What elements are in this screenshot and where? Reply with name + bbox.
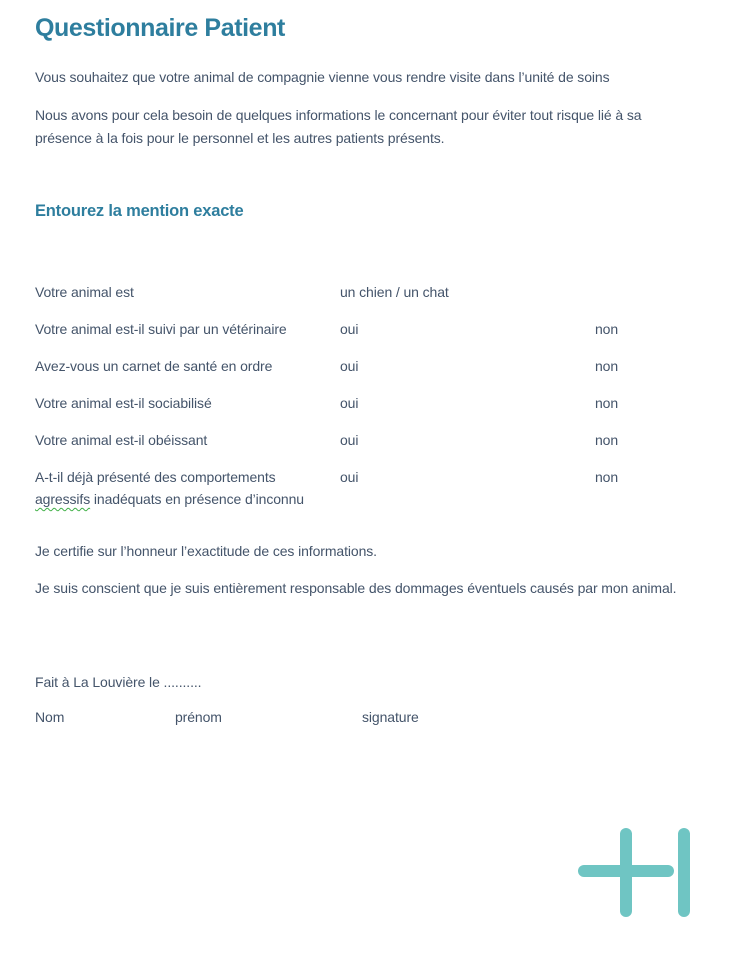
answer-option-oui: oui bbox=[340, 432, 359, 448]
answer-option-non: non bbox=[595, 432, 619, 448]
question-label-line1: A-t-il déjà présenté des comportements bbox=[35, 469, 276, 485]
answer-option-non: non bbox=[595, 321, 619, 337]
spellcheck-underlined-word: agressifs bbox=[35, 491, 91, 507]
question-row-obedient bbox=[35, 429, 715, 466]
signature-label-nom: Nom bbox=[35, 709, 65, 725]
certification-statement-1: Je certifie sur l’honneur l’exactitude de ces informations. bbox=[35, 543, 377, 559]
section-heading: Entourez la mention exacte bbox=[35, 202, 244, 220]
intro-paragraph-1: Vous souhaitez que votre animal de compagnie vienne vous rendre visite dans l’unité de soins bbox=[35, 69, 610, 85]
hospital-logo bbox=[570, 823, 700, 923]
question-label: Votre animal est-il obéissant bbox=[35, 432, 208, 448]
question-label bbox=[35, 466, 340, 510]
plus-bar-logo-icon bbox=[570, 823, 700, 923]
answer-option-oui: oui bbox=[340, 321, 359, 337]
questions-table bbox=[35, 281, 715, 510]
question-label-line2-rest: inadéquats en présence d’inconnu bbox=[90, 491, 304, 507]
answer-option-non: non bbox=[595, 395, 619, 411]
question-row-vet-followed bbox=[35, 318, 715, 355]
signature-row bbox=[35, 709, 715, 725]
question-row-socialized bbox=[35, 392, 715, 429]
question-row-health-record bbox=[35, 355, 715, 392]
question-row-animal-type bbox=[35, 281, 715, 318]
place-date-line: Fait à La Louvière le .......... bbox=[35, 674, 202, 690]
certification-statement-2: Je suis conscient que je suis entièrement responsable des dommages éventuels causés par mon animal. bbox=[35, 580, 677, 596]
answer-option-non: non bbox=[595, 358, 619, 374]
answer-option-oui: oui bbox=[340, 469, 359, 485]
question-row-aggressive-behavior bbox=[35, 466, 715, 510]
answer-option-1: un chien / un chat bbox=[340, 284, 449, 300]
signature-label-signature: signature bbox=[362, 709, 419, 725]
question-label: Votre animal est bbox=[35, 284, 134, 300]
page-title: Questionnaire Patient bbox=[35, 14, 285, 42]
answer-option-oui: oui bbox=[340, 358, 359, 374]
question-label: Votre animal est-il sociabilisé bbox=[35, 395, 212, 411]
question-label: Avez-vous un carnet de santé en ordre bbox=[35, 358, 273, 374]
intro-paragraph-2: Nous avons pour cela besoin de quelques informations le concernant pour éviter tout risque lié à sa présence à la fois pour le personnel et les autres patients présents. bbox=[35, 107, 642, 146]
answer-option-non: non bbox=[595, 469, 619, 485]
question-label: Votre animal est-il suivi par un vétérinaire bbox=[35, 321, 287, 337]
answer-option-oui: oui bbox=[340, 395, 359, 411]
signature-label-prenom: prénom bbox=[175, 709, 222, 725]
